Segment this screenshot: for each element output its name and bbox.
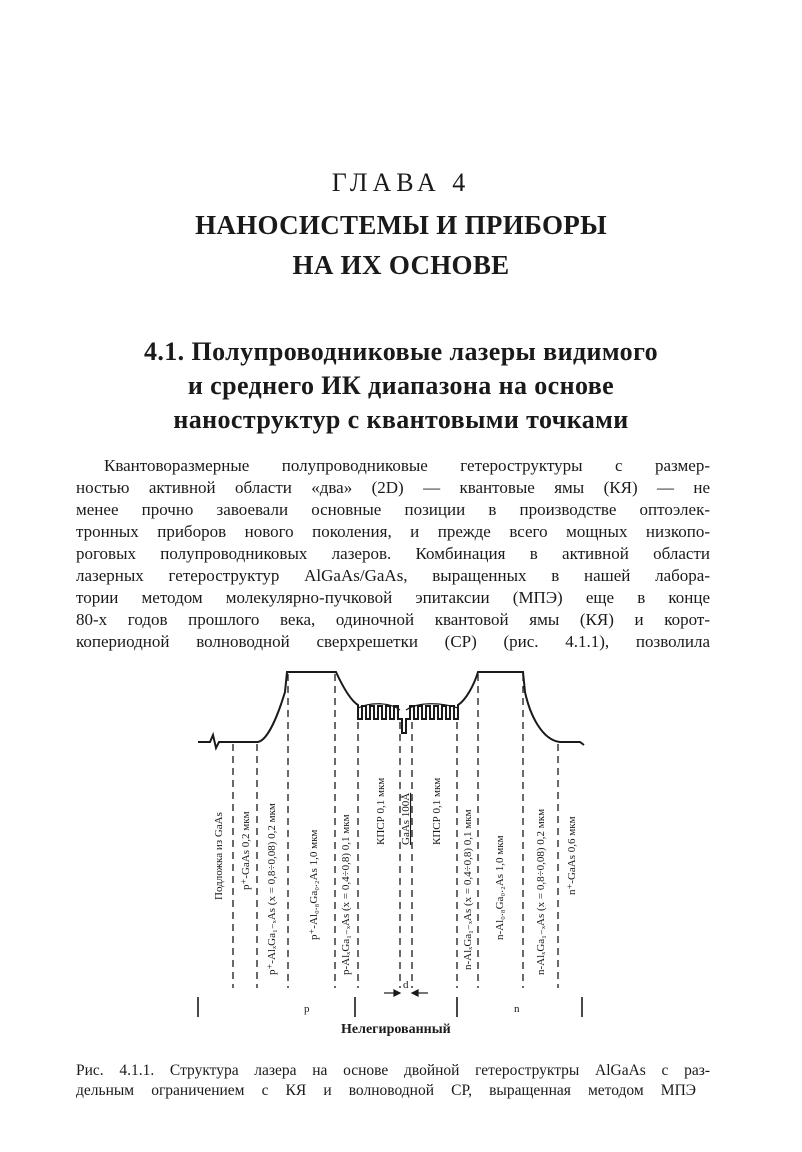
chapter-title-line-1: НАНОСИСТЕМЫ И ПРИБОРЫ <box>195 210 607 240</box>
body-line: тронных приборов нового поколения, и прежде всего мощных низкопо- <box>76 522 710 541</box>
section-title-line-2: и среднего ИК диапазона на основе <box>187 371 615 400</box>
layer-label: p⁺-Al₀.₈Ga₀.₂As 1,0 мкм <box>308 829 320 940</box>
region-brackets <box>198 997 582 1017</box>
layer-label: КПСР 0,1 мкм <box>375 777 387 845</box>
band-profile-curve <box>198 672 584 748</box>
n-region-label: n <box>514 1003 520 1015</box>
layer-label: n⁺-GaAs 0,6 мкм <box>566 816 578 895</box>
body-line: лазерных гетероструктур AlGaAs/GaAs, выращенных в нашей лабора- <box>76 566 710 585</box>
section-title-line-3: наноструктур с квантовыми точками <box>173 405 629 434</box>
layer-label: Подложка из GaAs <box>213 812 225 900</box>
section-title-line-1: 4.1. Полупроводниковые лазеры видимого <box>143 337 659 366</box>
thickness-label: d <box>403 979 409 991</box>
chapter-label: ГЛАВА 4 <box>331 168 471 197</box>
body-line: тории методом молекулярно-пучковой эпитаксии (МПЭ) еще в конце <box>76 588 710 607</box>
undoped-label: Нелегированный <box>341 1022 451 1037</box>
layer-boundaries <box>233 674 558 988</box>
layer-label: n-AlₓGa₁₋ₓAs (x = 0,8÷0,08) 0,2 мкм <box>535 808 547 975</box>
body-line: Квантоворазмерные полупроводниковые гетероструктуры с размер- <box>104 456 710 475</box>
layer-label: n-AlₓGa₁₋ₓAs (x = 0,4÷0,8) 0,1 мкм <box>462 809 474 970</box>
body-line: менее прочно завоевали основные позиции в производстве оптоэлек- <box>76 500 710 519</box>
body-line: 80-х годов прошлого века, одиночной квантовой ямы (КЯ) и корот- <box>76 610 710 629</box>
figure-caption-line: Рис. 4.1.1. Структура лазера на основе двойной гетероструктры AlGaAs с раз- <box>76 1062 710 1079</box>
body-line: роговых полупроводниковых лазеров. Комбинация в активной области <box>76 544 710 563</box>
layer-label: p⁺-GaAs 0,2 мкм <box>240 811 252 890</box>
layer-label: n-Al₀.₈Ga₀.₂As 1,0 мкм <box>494 835 506 940</box>
body-line: ностью активной области «два» (2D) — квантовые ямы (КЯ) — не <box>76 478 710 497</box>
layer-label: p⁺-AlₓGa₁₋ₓAs (x = 0,8÷0,08) 0,2 мкм <box>266 803 278 975</box>
layer-label: p-AlₓGa₁₋ₓAs (x = 0,4÷0,8) 0,1 мкм <box>340 814 352 975</box>
figure-caption-line: дельным ограничением с КЯ и волноводной СР, выращенная методом МПЭ <box>76 1082 696 1099</box>
layer-label: GaAs 100Å <box>400 792 412 845</box>
body-line: копериодной волноводной сверхрешетки (СР) (рис. 4.1.1), позволила <box>76 632 710 651</box>
p-region-label: p <box>304 1003 310 1015</box>
chapter-title-line-2: НА ИХ ОСНОВЕ <box>292 250 510 280</box>
layer-label: КПСР 0,1 мкм <box>431 777 443 845</box>
